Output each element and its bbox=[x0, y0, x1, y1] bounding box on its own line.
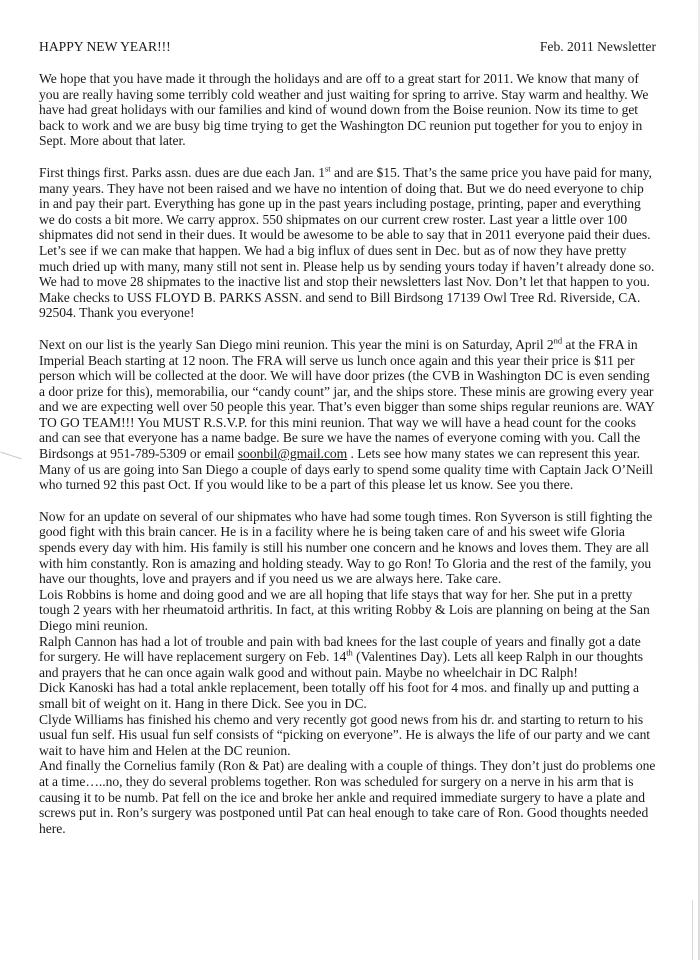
shipmate-updates bbox=[39, 509, 656, 836]
update-cornelius: And finally the Cornelius family (Ron & Pat) are dealing with a couple of things. They don’t just do problems one at a time…..no, they do several problems together. Ron was scheduled for surgery on a nerve in his arm that is causing it to be numb. Pat fell on the ice and broke her ankle and required immediate surgery to have a plate and screws put in. Ron’s surgery was postponed until Pat can heal enough to take care of Ron. Good thoughts needed here. bbox=[39, 758, 656, 836]
mini-reunion-paragraph bbox=[39, 337, 656, 493]
email-link[interactable]: soonbil@gmail.com bbox=[237, 446, 348, 462]
dues-paragraph bbox=[39, 165, 656, 321]
cannon-sup: th bbox=[346, 647, 353, 658]
mini-text-c: . Lets see how many states we can represent this year. Many of us are going into San Diego a couple of days early to spend some quality time with Captain Jack O’Neill who turned 92 this past Oct. If you would like to be a part of this please let us know. See you there. bbox=[39, 446, 653, 493]
newsletter-date: Feb. 2011 Newsletter bbox=[539, 39, 656, 54]
update-williams: Clyde Williams has finished his chemo and very recently got good news from his dr. and starting to return to his usual fun self. His usual fun self consists of “picking on everyone”. He is always the life of our party and we cant wait to have him and Helen at the DC reunion. bbox=[39, 711, 651, 758]
page-edge-mark bbox=[692, 900, 693, 960]
dues-text-a: First things first. Parks assn. dues are due each Jan. 1 bbox=[39, 164, 326, 180]
newsletter-header bbox=[39, 38, 656, 55]
update-cannon bbox=[39, 634, 656, 681]
cannon-text-a: Ralph Cannon has had a lot of trouble and pain with bad knees for the last couple of years and finally got a date for surgery. He will have replacement surgery on Feb. 14 bbox=[39, 633, 641, 665]
greeting-heading: HAPPY NEW YEAR!!! bbox=[39, 39, 171, 54]
mini-sup: nd bbox=[553, 335, 563, 346]
dues-sup: st bbox=[325, 163, 331, 174]
scan-mark bbox=[0, 452, 21, 460]
dues-text-b: and are $15. That’s the same price you have paid for many, many years. They have not been raised and we have no intention of doing that. But we do need everyone to chip in and pay their part. Everything has gone up in the past years including postage, printing, paper and everything we do costs a bit more. We carry approx. 550 shipmates on our current crew roster. Last year a little over 100 shipmates did not send in their dues. It would be awesome to be able to say that in 2011 everyone paid their dues. Let’s see if we can make that happen. We had a big influx of dues sent in Dec. but as of now they have pretty much dried up with many, many still not sent in. Please help us by sending yours today if haven’t already done so. We had to move 28 shipmates to the inactive list and stop their newsletters last Nov. Don’t let that happen to you. Make checks to USS FLOYD B. PARKS ASSN. and send to Bill Birdsong 17139 Owl Tree Rd. Riverside, CA. 92504. Thank you everyone! bbox=[39, 164, 655, 321]
mini-text-b: at the FRA in Imperial Beach starting at 12 noon. The FRA will serve us lunch once again and this year their price is $11 per person which will be collected at the door. We will have door prizes (the CVB in Washington DC is even sending a door prize for this), memorabilia, our “candy count” jar, and the ships store. These minis are growing every year and we are expecting well over 50 people this year. That’s even bigger than some ships regular reunions are. WAY TO GO TEAM!!! You MUST R.S.V.P. for this mini reunion. That way we will have a head count for the cooks and can see that everyone has a name badge. Be sure we have the names of everyone coming with you. Call the Birdsongs at 951-789-5309 or email bbox=[39, 336, 655, 462]
update-kanoski: Dick Kanoski has had a total ankle replacement, been totally off his foot for 4 mos. and finally up and putting a small bit of weight on it. Hang in there Dick. See you in DC. bbox=[39, 680, 639, 711]
update-syverson: Now for an update on several of our shipmates who have had some tough times. Ron Syverson is still fighting the good fight with this brain cancer. He is in a facility where he is being taken care of and his sweet wife Gloria spends every day with him. His family is still his number one concern and he knows and loves them. They are all with him constantly. Ron is amazing and holding steady. Way to go Ron! To Gloria and the rest of the family, you have our thoughts, love and prayers and if you need us we are always here. Take care. bbox=[39, 508, 653, 587]
intro-paragraph: We hope that you have made it through the holidays and are off to a great start for 2011. We know that many of you are really having some terribly cold weather and just waiting for spring to arrive. Stay warm and healthy. We have had great holidays with our families and kind of wound down from the Boise reunion. Now its time to get back to work and we are busy big time trying to get the Washington DC reunion put together for you to enjoy in Sept. More about that later. bbox=[39, 71, 649, 149]
mini-text-a: Next on our list is the yearly San Diego mini reunion. This year the mini is on Saturday, April 2 bbox=[39, 336, 554, 352]
cannon-text-b: (Valentines Day). Lets all keep Ralph in our thoughts and prayers that he can once again walk good and without pain. Maybe no wheelchair in DC Ralph! bbox=[39, 649, 644, 680]
update-robbins: Lois Robbins is home and doing good and we are all hoping that life stays that way for her. She put in a pretty tough 2 years with her rheumatoid arthritis. In fact, at this writing Robby & Lois are planning on being at the San Diego mini reunion. bbox=[39, 586, 650, 633]
